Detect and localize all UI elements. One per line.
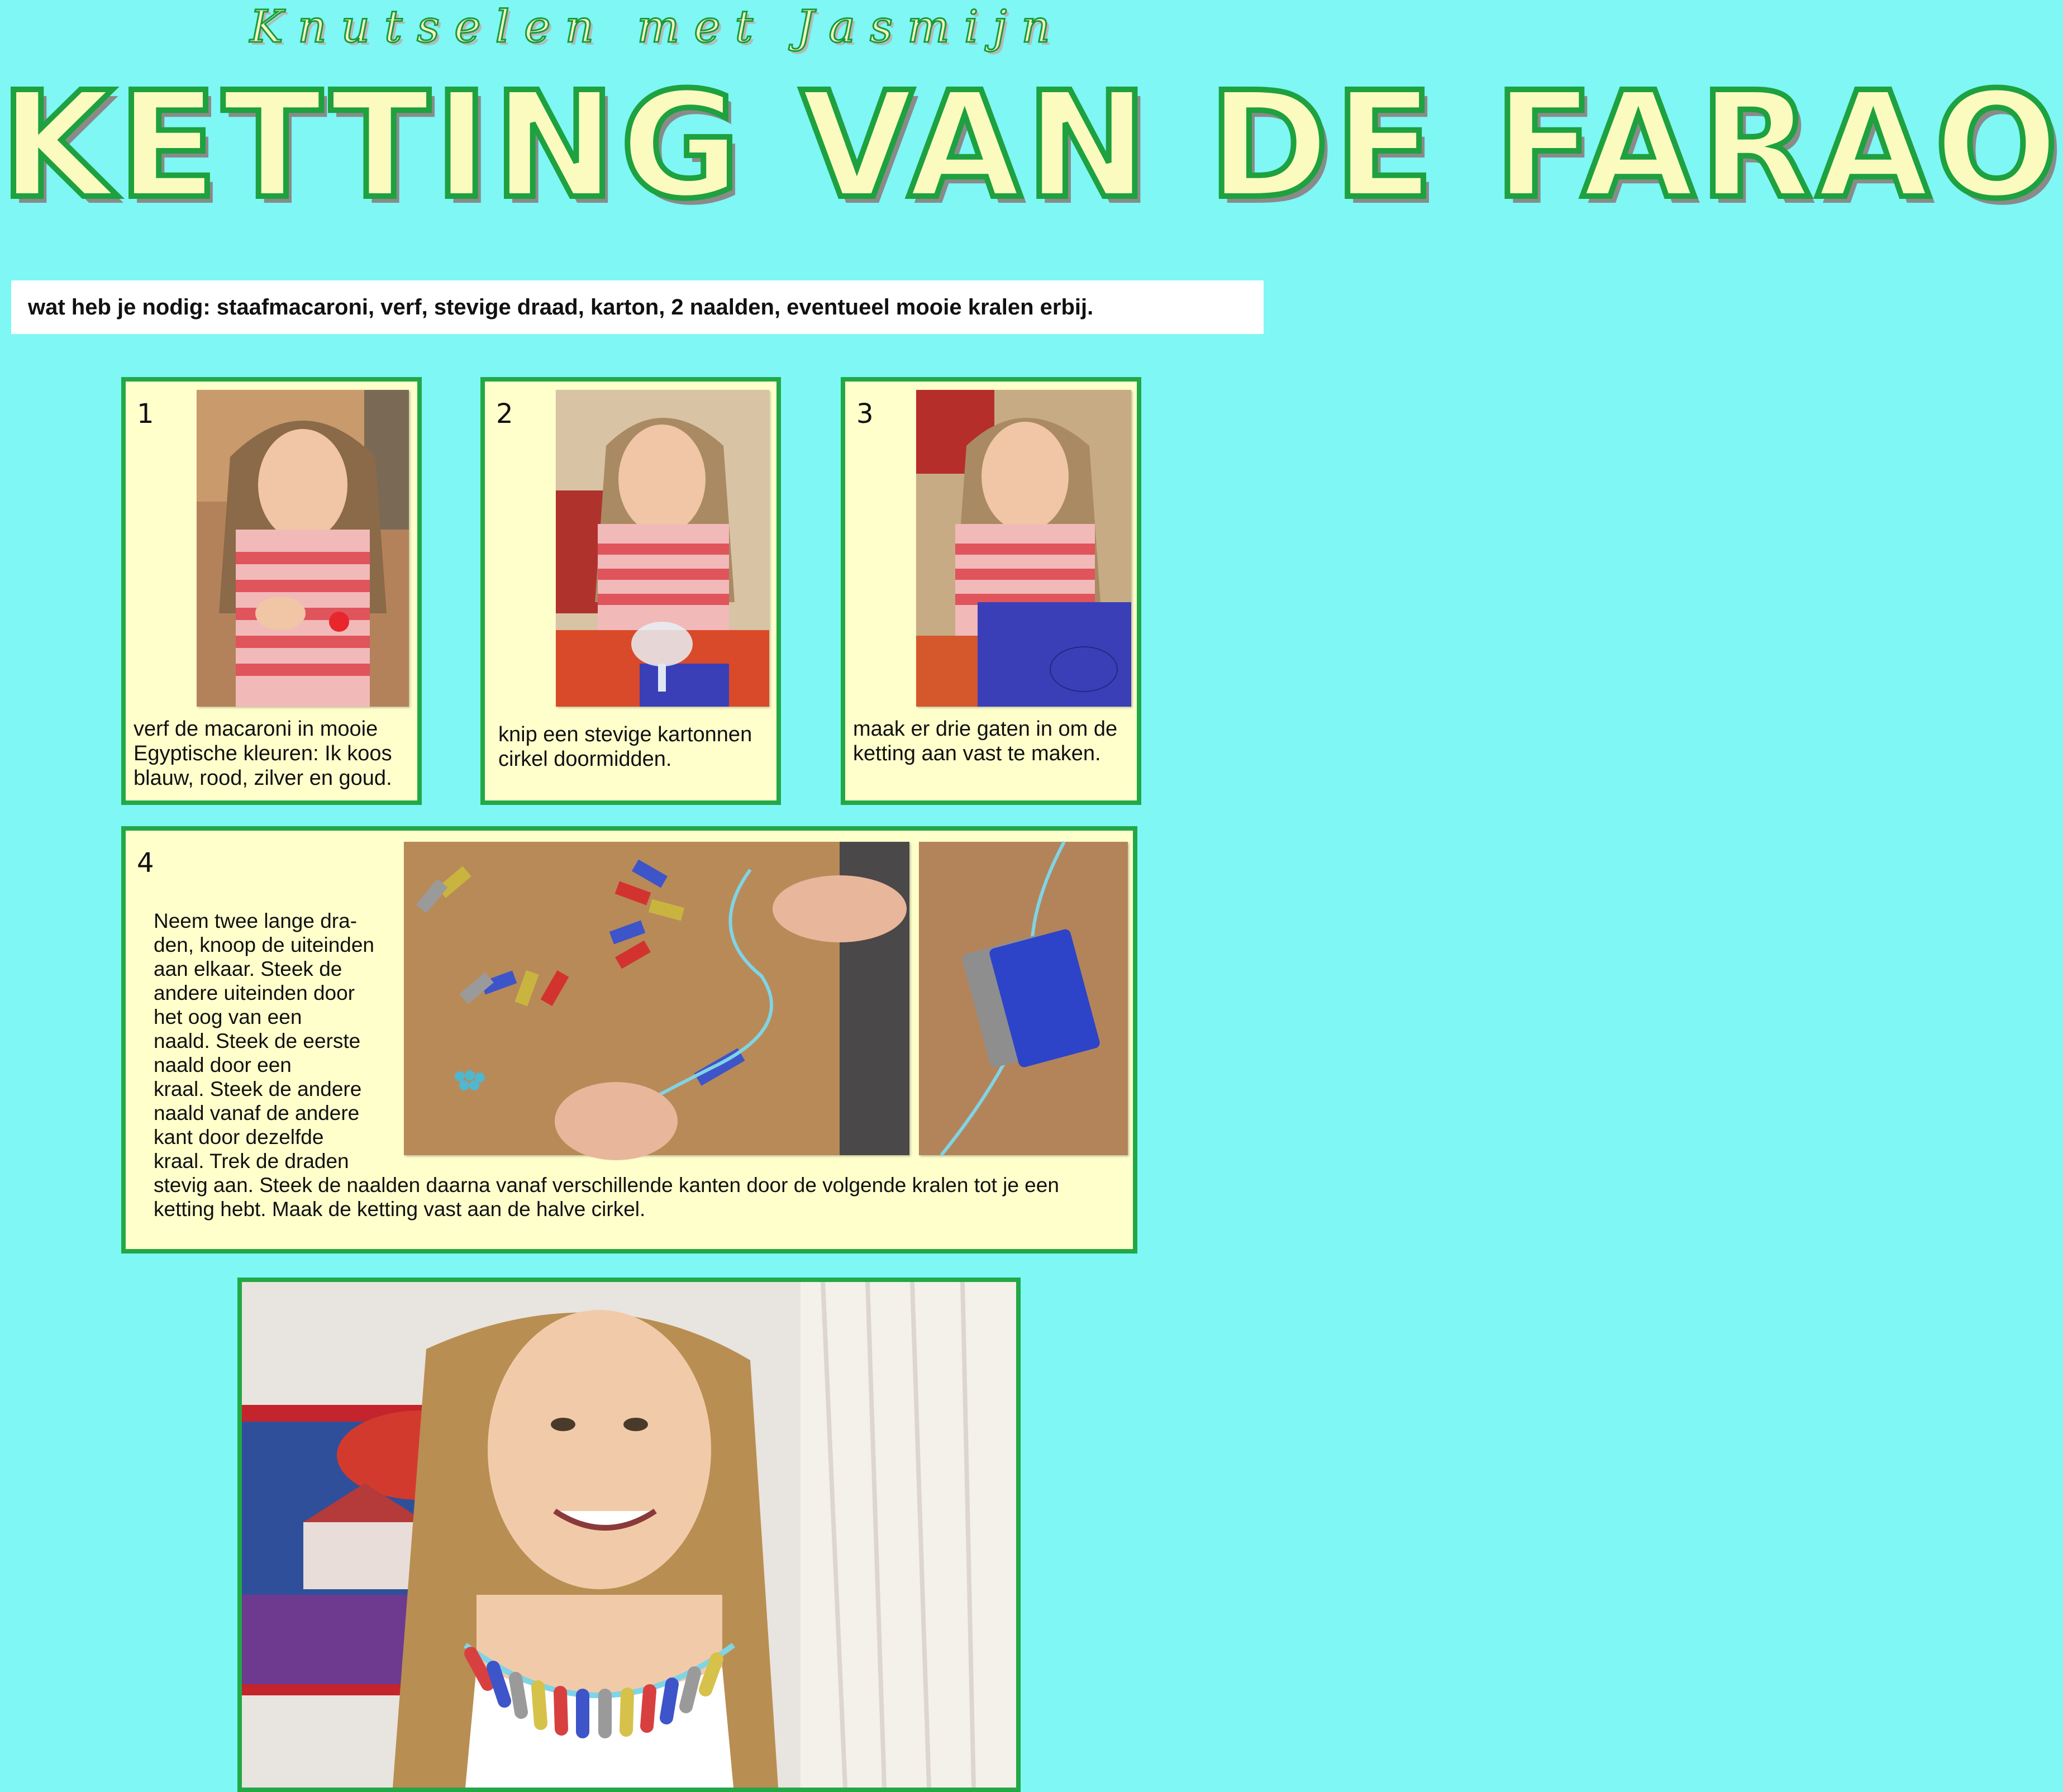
step-4-line: Neem twee lange dra-: [154, 909, 358, 932]
step-4-line: naald door een: [154, 1054, 292, 1076]
series-title: Knutselen met Jasmijn: [250, 1, 1065, 53]
step-4-line: kraal. Steek de andere: [154, 1078, 362, 1100]
step-card-1: [121, 377, 422, 805]
step-4-line: kraal. Trek de draden: [154, 1150, 349, 1173]
threading-macaroni-on-table-photo: [404, 842, 909, 1155]
step-4-line: andere uiteinden door: [154, 981, 355, 1004]
step-4-line: het oog van een: [154, 1005, 302, 1028]
girl-tracing-circle-with-glass-photo: [556, 390, 769, 707]
step-4-line: den, knoop de uiteinden: [154, 933, 375, 956]
step-4-line: aan elkaar. Steek de: [154, 957, 342, 980]
step-number-4: 4: [137, 847, 154, 879]
materials-text: wat heb je nodig: staafmacaroni, verf, stevige draad, karton, 2 naalden, eventueel mooie kralen erbij.: [28, 294, 1094, 320]
step-4-line: ketting hebt. Maak de ketting vast aan de halve cirkel.: [154, 1198, 646, 1221]
step-number-3: 3: [856, 398, 874, 430]
macaroni-bead-closeup-photo: [919, 842, 1128, 1155]
step-text-1: verf de macaroni in mooie Egyptische kleuren: Ik koos blauw, rood, zilver en goud.: [134, 717, 392, 790]
girl-painting-macaroni-photo: [197, 390, 409, 707]
materials-bar: [11, 280, 1264, 334]
step-4-line: naald. Steek de eerste: [154, 1030, 361, 1052]
girl-wearing-pharaoh-necklace-photo: [237, 1278, 1021, 1792]
step-card-4: [121, 826, 1137, 1254]
step-text-2: knip een stevige kartonnen cirkel doormidden.: [498, 723, 752, 771]
step-number-1: 1: [137, 398, 154, 430]
girl-cutting-cardboard-photo: [916, 390, 1131, 707]
step-text-3: maak er drie gaten in om de ketting aan vast te maken.: [853, 717, 1118, 765]
step-4-line: naald vanaf de andere: [154, 1102, 360, 1124]
step-text-4-column: [154, 909, 411, 1173]
main-title: KETTING VAN DE FARAO: [0, 60, 2063, 231]
step-4-line: stevig aan. Steek de naalden daarna vanaf verschillende kanten door de volgende kralen tot je een: [154, 1174, 1059, 1197]
step-card-3: [841, 377, 1141, 805]
step-text-4-wide: [154, 1173, 1137, 1221]
step-number-2: 2: [496, 398, 513, 430]
step-4-line: kant door dezelfde: [154, 1126, 324, 1148]
step-card-2: [480, 377, 781, 805]
